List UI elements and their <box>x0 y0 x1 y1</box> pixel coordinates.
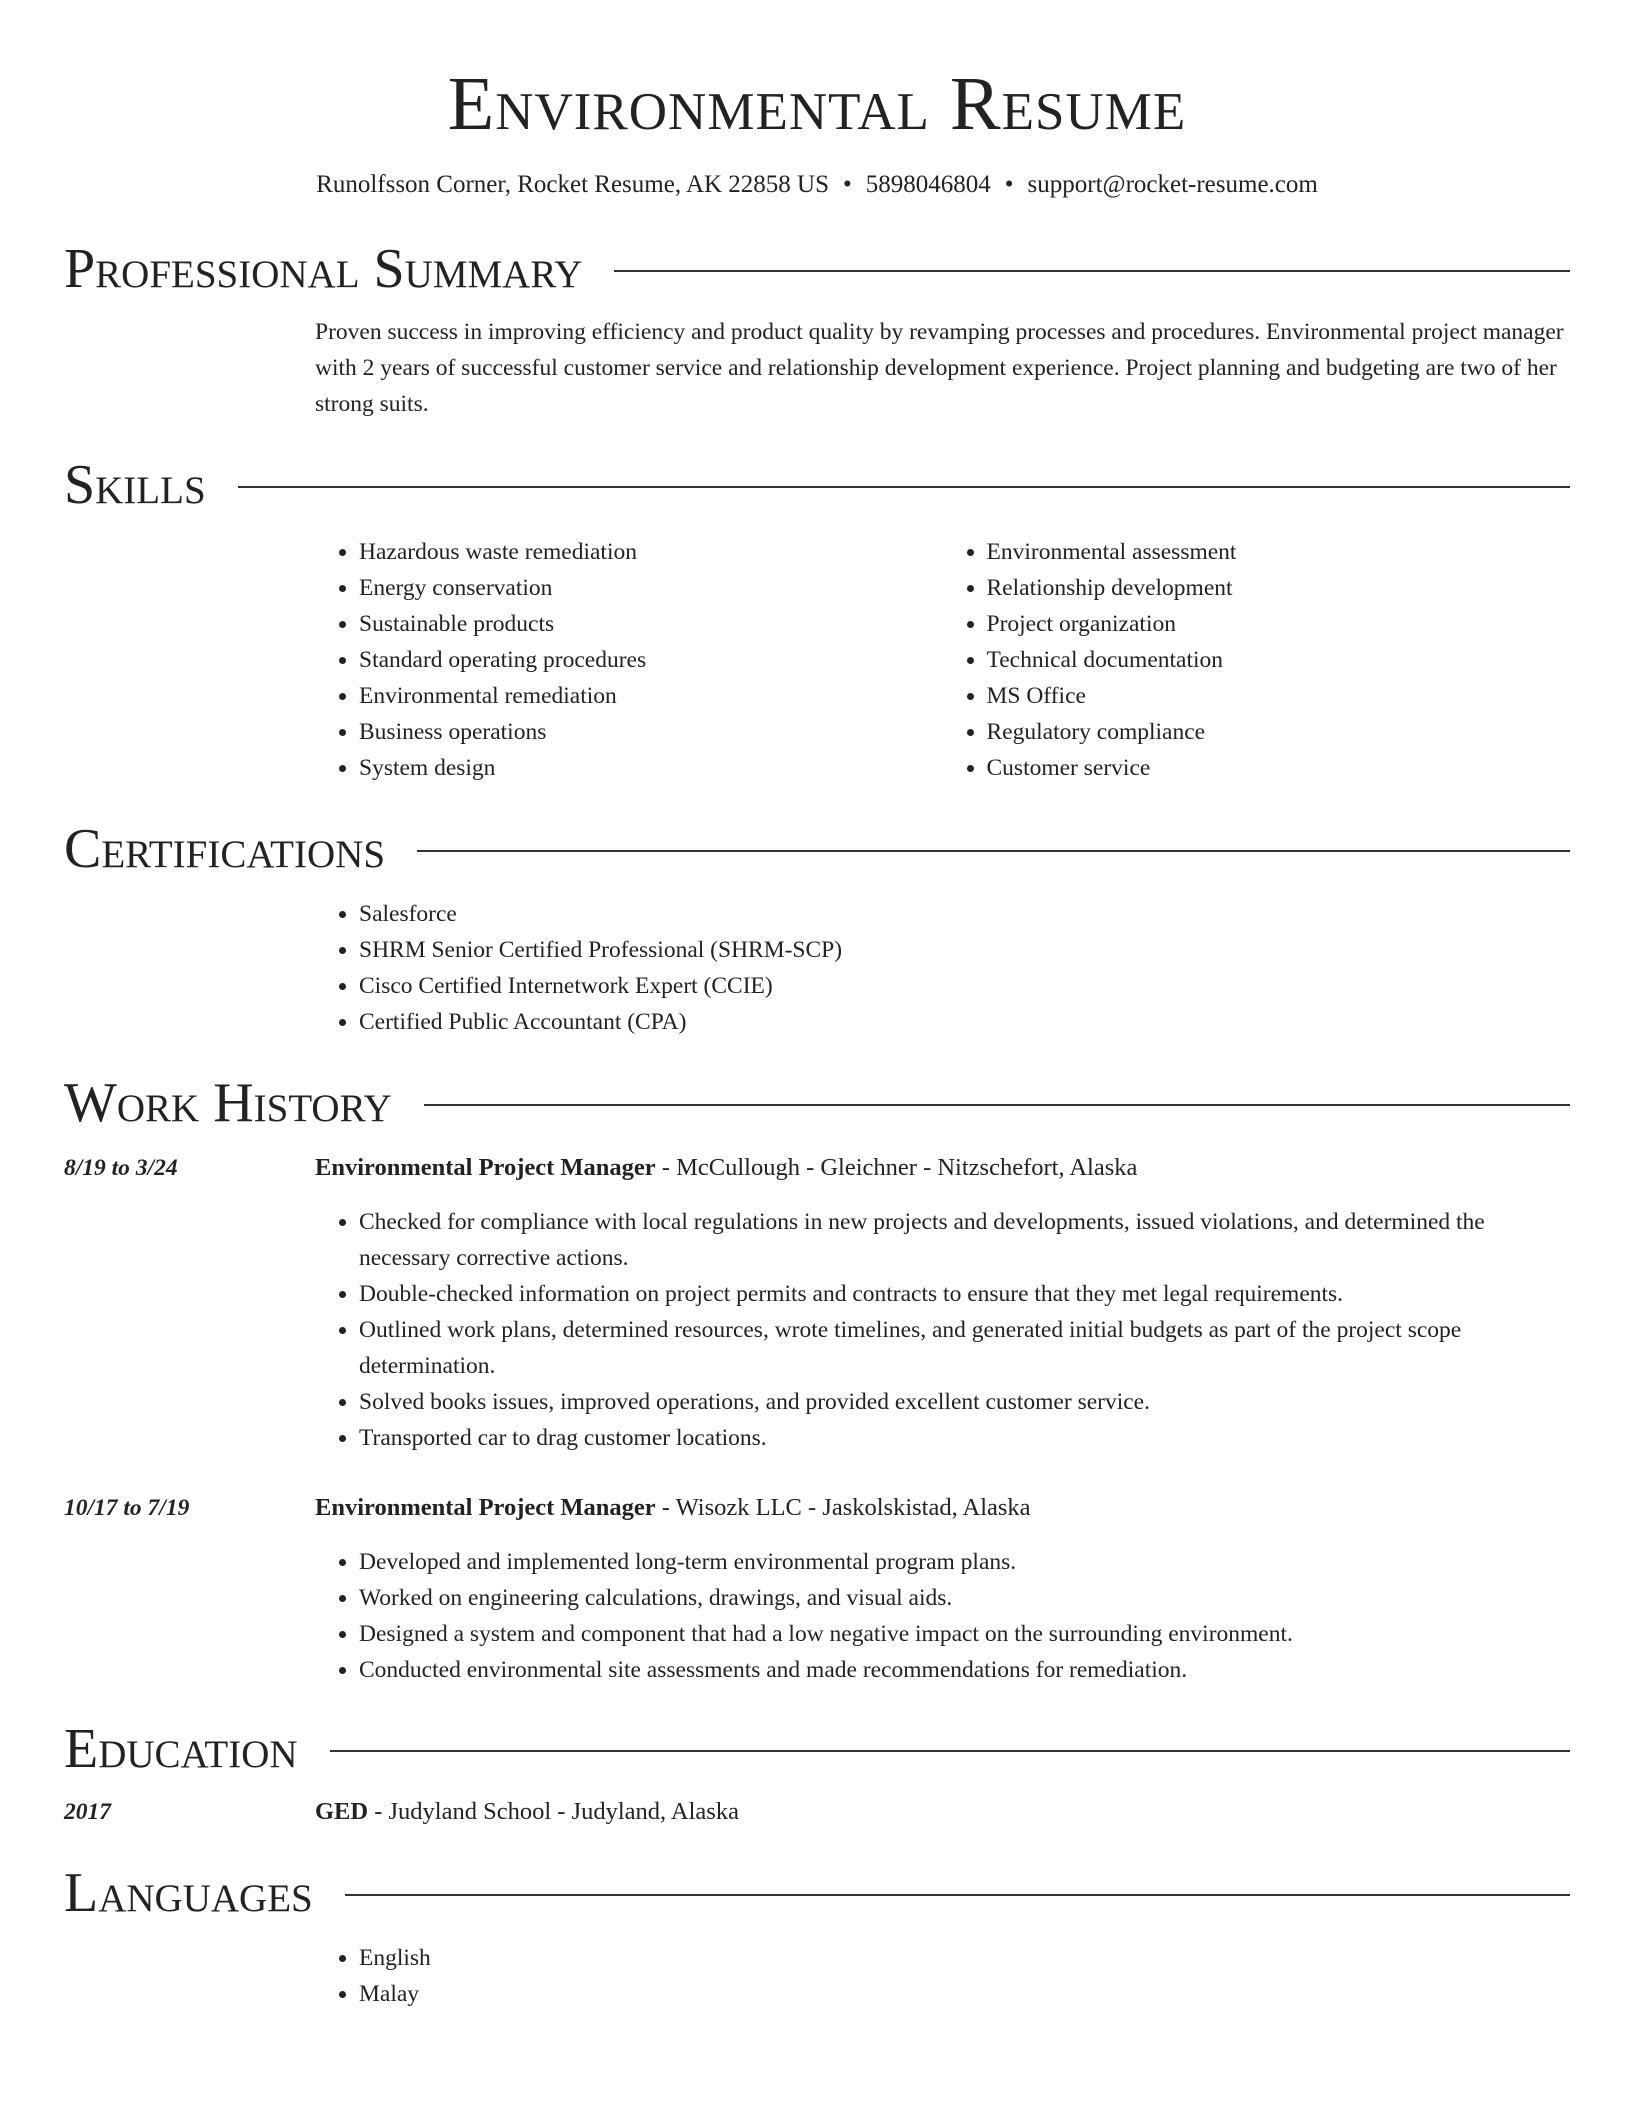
skill-item: • Relationship development <box>987 570 1571 606</box>
job-bullet: • Outlined work plans, determined resources, wrote timelines, and generated initial budgets as part of the project scope determination. <box>359 1312 1570 1384</box>
education-main <box>315 1794 1570 1830</box>
summary-section <box>64 236 1570 422</box>
skills-header <box>64 452 1570 518</box>
job-bullet: • Transported car to drag customer locations. <box>359 1420 1570 1456</box>
job-bullets <box>64 1204 1570 1456</box>
education-header <box>64 1716 1570 1782</box>
work-history-heading: Work History <box>64 1072 392 1134</box>
job-bullet: • Solved books issues, improved operations, and provided excellent customer service. <box>359 1384 1570 1420</box>
skill-item: • Standard operating procedures <box>359 642 943 678</box>
job-dates: 10/17 to 7/19 <box>64 1495 190 1521</box>
certifications-list <box>315 896 1570 1040</box>
job-entry <box>64 1490 1570 1688</box>
summary-header <box>64 236 1570 302</box>
contact-separator: • <box>843 171 852 198</box>
job-main <box>315 1150 1570 1456</box>
skill-item: • Business operations <box>359 714 943 750</box>
section-divider <box>345 1894 1570 1896</box>
contact-separator: • <box>1004 171 1014 198</box>
languages-body <box>315 1940 1570 2012</box>
education-school: - Judyland School - Judyland, Alaska <box>368 1798 739 1825</box>
section-divider <box>417 850 1570 852</box>
skill-item: • Customer service <box>987 750 1571 786</box>
education-degree: GED <box>315 1798 369 1825</box>
contact-email: support@rocket-resume.com <box>1027 171 1318 198</box>
certifications-section <box>64 816 1570 1040</box>
section-divider <box>614 270 1570 272</box>
skill-item: • Project organization <box>987 606 1571 642</box>
skill-item: • Regulatory compliance <box>987 714 1571 750</box>
certifications-heading: Certifications <box>64 818 386 880</box>
job-bullet: • Conducted environmental site assessments and made recommendations for remediation. <box>359 1652 1570 1688</box>
contact-address: Runolfsson Corner, Rocket Resume, AK 22858 US <box>316 171 830 198</box>
job-employer: - McCullough - Gleichner - Nitzschefort, Alaska <box>655 1154 1138 1181</box>
job-bullet: • Checked for compliance with local regulations in new projects and developments, issued violations, and determined the necessary corrective actions. <box>359 1204 1570 1276</box>
job-bullet: • Developed and implemented long-term environmental program plans. <box>359 1544 1570 1580</box>
job-entry <box>64 1150 1570 1456</box>
job-bullets <box>64 1544 1570 1688</box>
skill-item: • Sustainable products <box>359 606 943 642</box>
job-dates: 8/19 to 3/24 <box>64 1155 178 1181</box>
certification-item: • Cisco Certified Internetwork Expert (CCIE) <box>359 968 1570 1004</box>
languages-list <box>315 1940 1570 2012</box>
work-history-section <box>64 1070 1570 1688</box>
contact-line <box>64 168 1570 202</box>
education-heading: Education <box>64 1718 298 1780</box>
languages-heading: Languages <box>64 1862 313 1924</box>
job-heading <box>315 1150 1570 1186</box>
certifications-header <box>64 816 1570 882</box>
job-title: Environmental Project Manager <box>315 1494 656 1521</box>
language-item: • English <box>359 1940 1570 1976</box>
skill-item: • Environmental remediation <box>359 678 943 714</box>
work-history-header <box>64 1070 1570 1136</box>
job-bullet: • Worked on engineering calculations, drawings, and visual aids. <box>359 1580 1570 1616</box>
skill-item: • Hazardous waste remediation <box>359 534 943 570</box>
skill-item: • Technical documentation <box>987 642 1571 678</box>
certification-item: • Salesforce <box>359 896 1570 932</box>
job-bullet: • Designed a system and component that had a low negative impact on the surrounding environment. <box>359 1616 1570 1652</box>
languages-section <box>64 1860 1570 2012</box>
education-section <box>64 1716 1570 1830</box>
summary-text: Proven success in improving efficiency and product quality by revamping processes and procedures. Environmental project manager with 2 years of successful customer service and relationship development experience. Project planning and budgeting are two of her strong suits. <box>315 319 1564 417</box>
job-main <box>315 1490 1570 1688</box>
education-entry <box>64 1794 1570 1830</box>
skills-grid <box>315 534 1570 786</box>
education-year: 2017 <box>64 1799 111 1825</box>
job-bullet: • Double-checked information on project permits and contracts to ensure that they met legal requirements. <box>359 1276 1570 1312</box>
job-employer: - Wisozk LLC - Jaskolskistad, Alaska <box>655 1494 1031 1521</box>
job-title: Environmental Project Manager <box>315 1154 656 1181</box>
skills-list-left <box>315 534 943 786</box>
certification-item: • SHRM Senior Certified Professional (SHRM-SCP) <box>359 932 1570 968</box>
summary-heading: Professional Summary <box>64 238 583 300</box>
contact-phone: 5898046804 <box>865 171 991 198</box>
section-divider <box>424 1104 1570 1106</box>
language-item: • Malay <box>359 1976 1570 2012</box>
skill-item: • System design <box>359 750 943 786</box>
certification-item: • Certified Public Accountant (CPA) <box>359 1004 1570 1040</box>
languages-header <box>64 1860 1570 1926</box>
skills-list-right <box>943 534 1571 786</box>
section-divider <box>330 1750 1570 1752</box>
certifications-body <box>315 896 1570 1040</box>
summary-body <box>315 314 1570 422</box>
skill-item: • MS Office <box>987 678 1571 714</box>
job-heading <box>315 1490 1570 1526</box>
skills-heading: Skills <box>64 454 206 516</box>
skills-section <box>64 452 1570 786</box>
section-divider <box>238 486 1570 488</box>
skill-item: • Environmental assessment <box>987 534 1571 570</box>
skill-item: • Energy conservation <box>359 570 943 606</box>
education-heading-line <box>315 1794 1570 1830</box>
resume-title: Environmental Resume <box>447 62 1187 146</box>
